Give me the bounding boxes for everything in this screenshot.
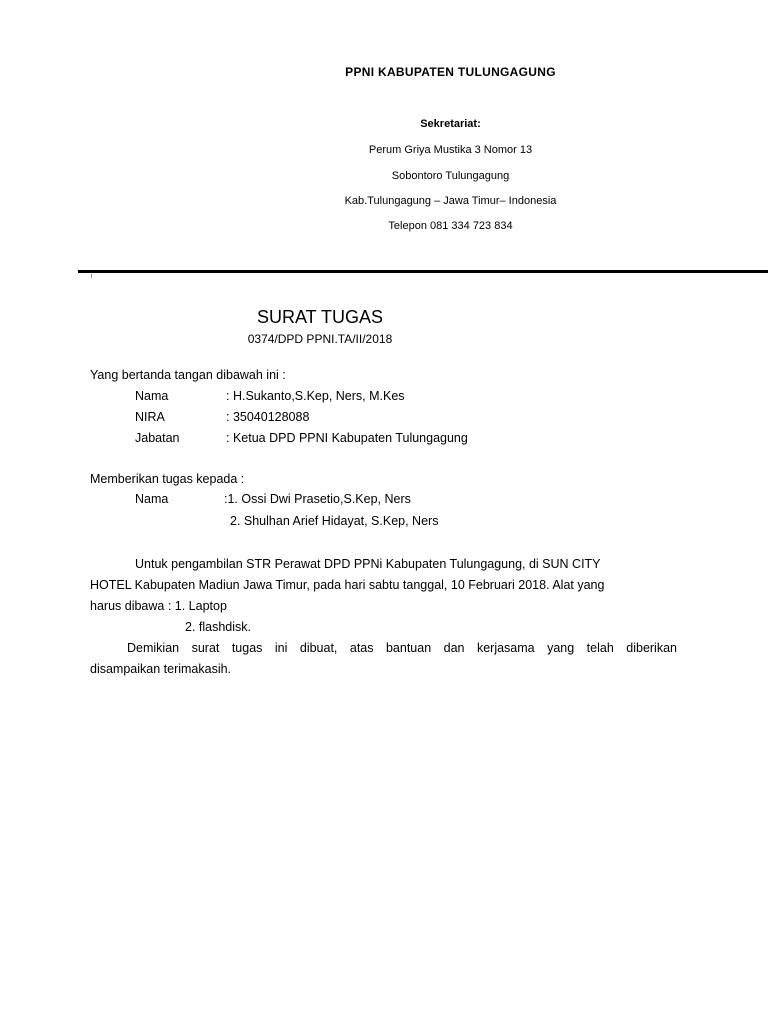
closing-line-2: disampaikan terimakasih. [90,662,232,676]
signer-intro: Yang bertanda tangan dibawah ini : [90,368,286,382]
address-line-2: Sobontoro Tulungagung [391,170,510,182]
address-line-3: Kab.Tulungagung – Jawa Timur– Indonesia [344,195,557,207]
body-line-1: Untuk pengambilan STR Perawat DPD PPNi Kabupaten Tulungagung, di SUN CITY [135,557,601,571]
signer-name-label: Nama [135,389,169,403]
signer-position-value: : Ketua DPD PPNI Kabupaten Tulungagung [226,431,468,445]
closing-line-1: Demikian surat tugas ini dibuat, atas bantuan dan kerjasama yang telah diberikan [127,641,677,655]
assignee-1: :1. Ossi Dwi Prasetio,S.Kep, Ners [224,492,411,506]
address-line-1: Perum Griya Mustika 3 Nomor 13 [368,144,533,156]
body-line-4: 2. flashdisk. [185,620,252,634]
document-title: SURAT TUGAS [256,307,384,327]
signer-nira-label: NIRA [135,410,165,424]
body-line-2: HOTEL Kabupaten Madiun Jawa Timur, pada hari sabtu tanggal, 10 Februari 2018. Alat yang [90,578,605,592]
organization-name: PPNI KABUPATEN TULUNGAGUNG [345,65,556,79]
secretariat-label: Sekretariat: [420,118,481,130]
signer-nira-value: : 35040128088 [226,410,310,424]
assignees-intro: Memberikan tugas kepada : [90,472,245,486]
body-line-3: harus dibawa : 1. Laptop [90,599,227,613]
document-number: 0374/DPD PPNI.TA/II/2018 [247,332,393,346]
signer-position-label: Jabatan [135,431,180,445]
assignee-2: 2. Shulhan Arief Hidayat, S.Kep, Ners [230,514,439,528]
margin-tick [91,274,92,278]
header-divider [78,270,768,273]
signer-name-value: : H.Sukanto,S.Kep, Ners, M.Kes [226,389,405,403]
assignee-name-label: Nama [135,492,169,506]
phone-line: Telepon 081 334 723 834 [388,220,513,232]
